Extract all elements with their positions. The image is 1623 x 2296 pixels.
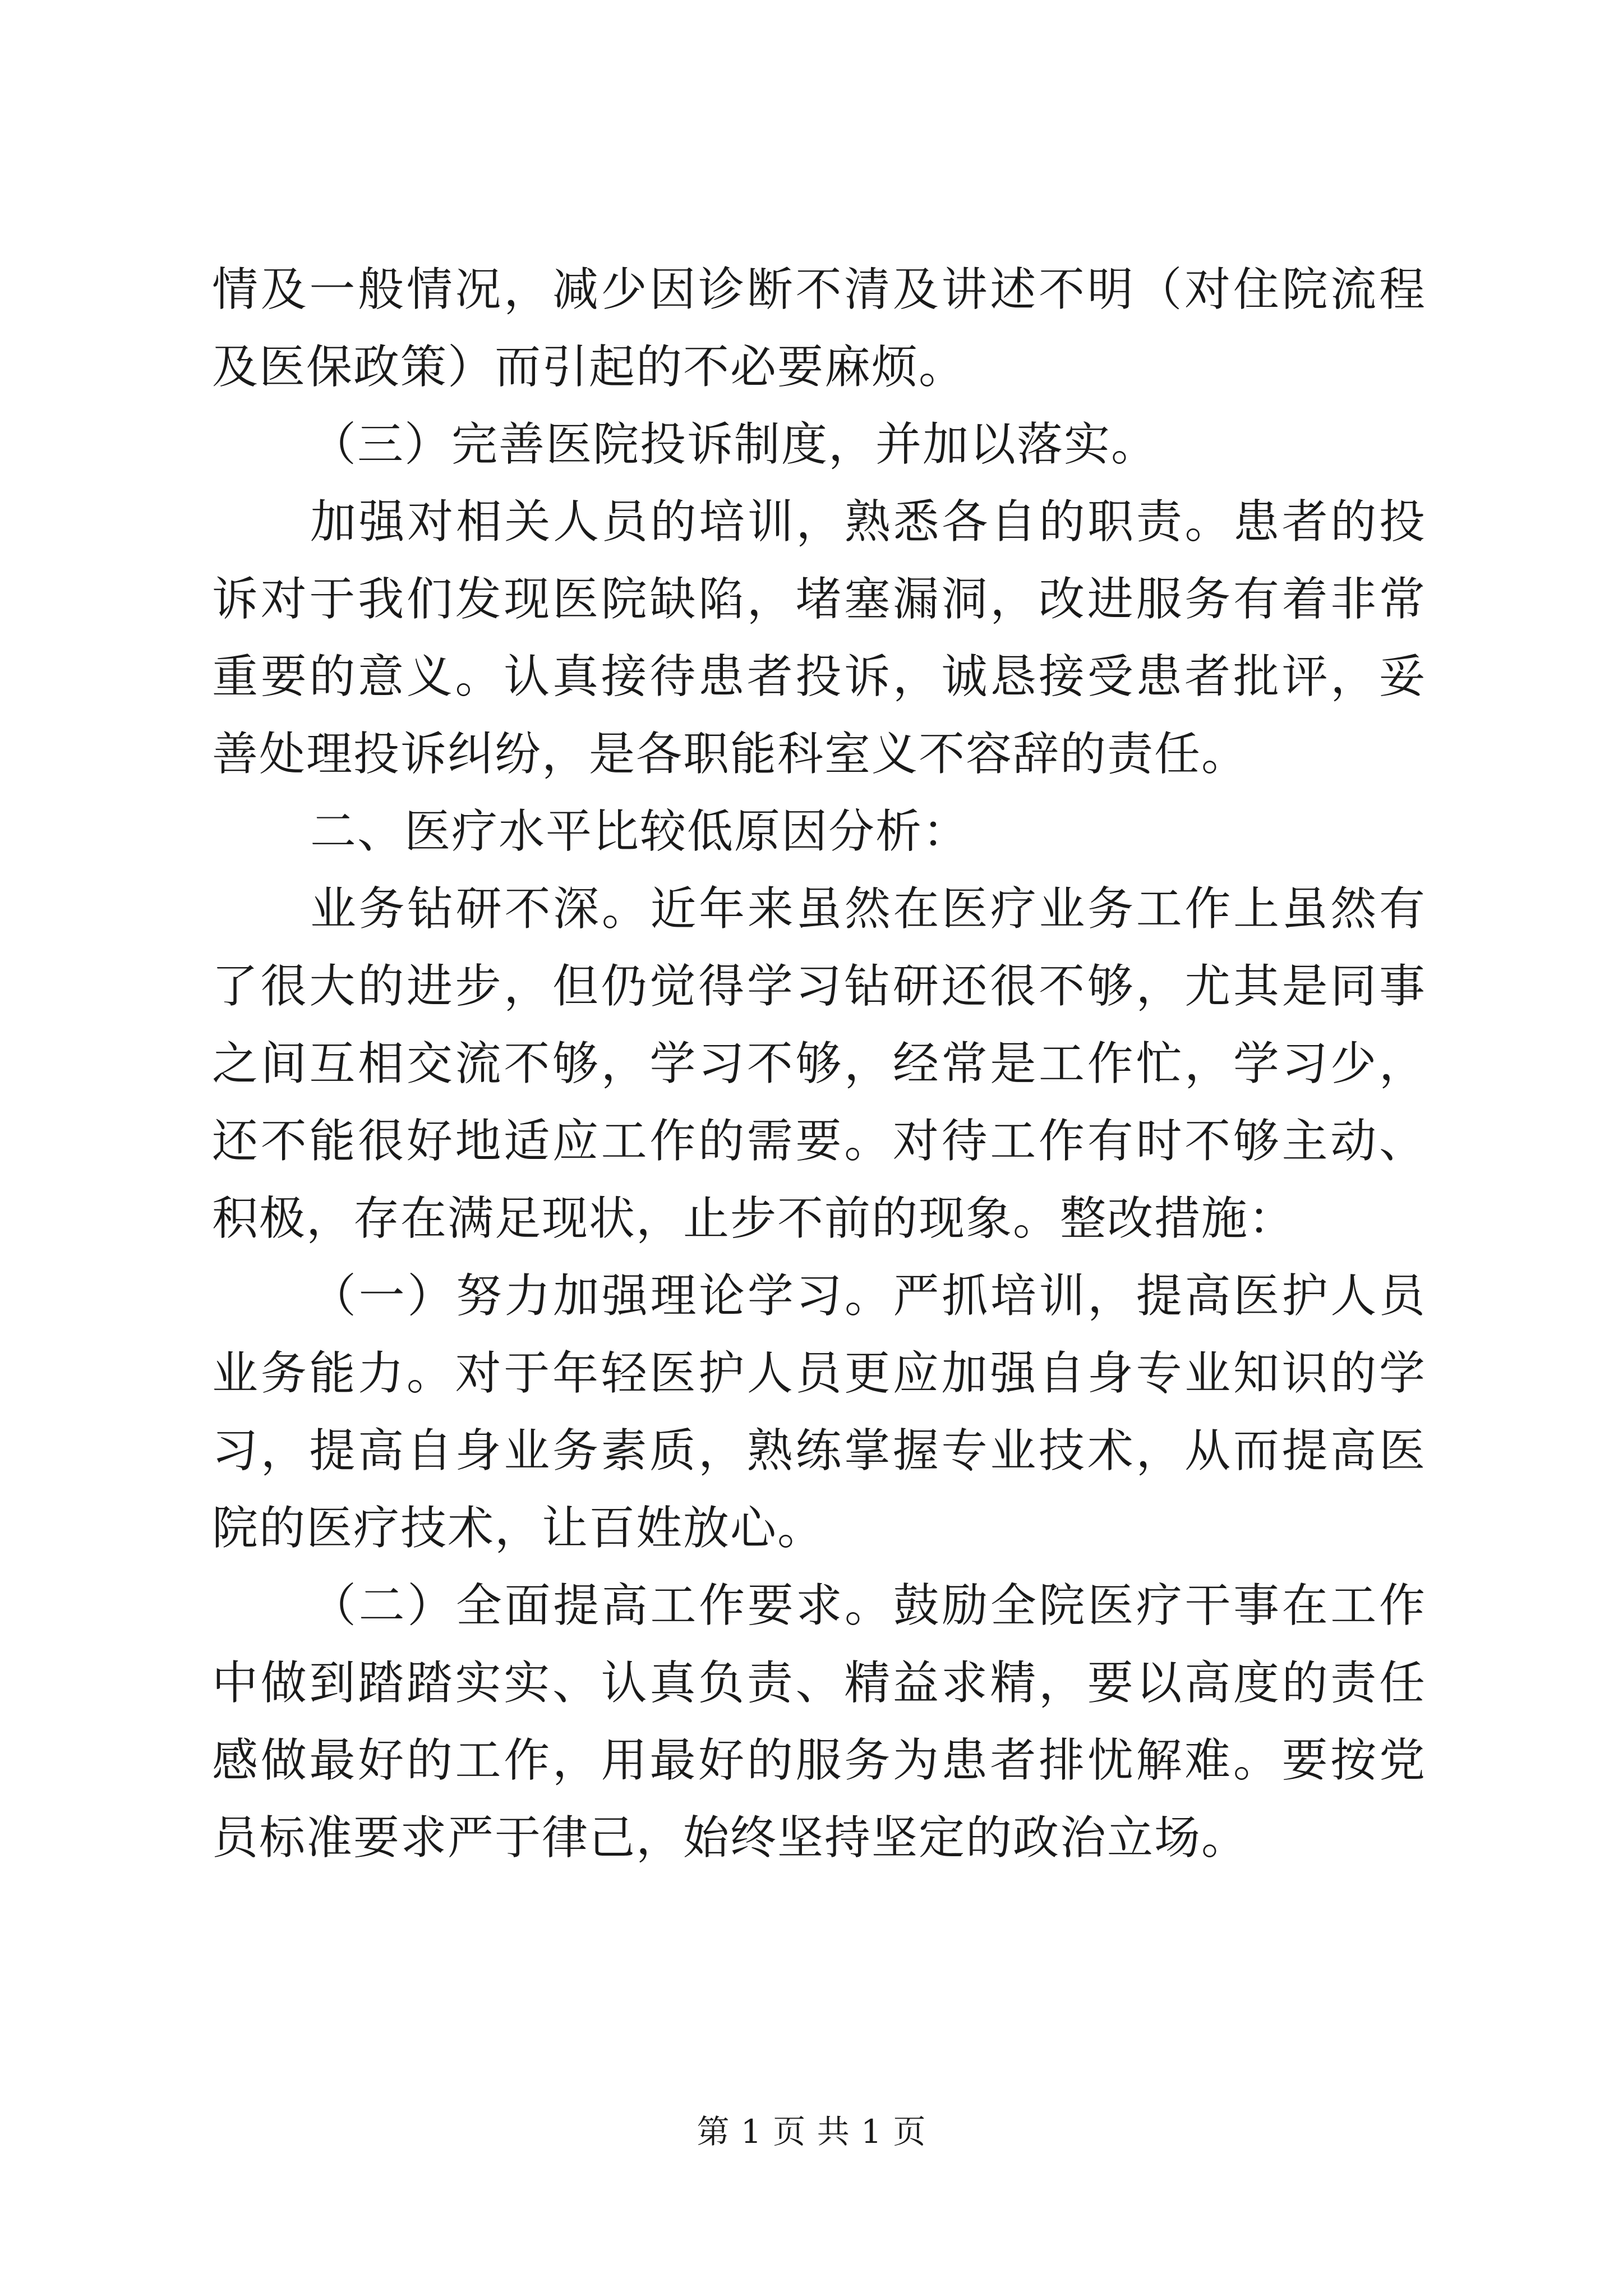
paragraph-continuation: 情及一般情况，减少因诊断不清及讲述不明（对住院流程及医保政策）而引起的不必要麻烦。: [212, 263, 1426, 394]
heading-medical-level-analysis: 二、医疗水平比较低原因分析：: [310, 805, 970, 858]
document-body: [212, 251, 1426, 1877]
paragraph-business-study: 业务钻研不深。近年来虽然在医疗业务工作上虽然有了很大的进步，但仍觉得学习钻研还很不够，尤其是同事之间互相交流不够，学习不够，经常是工作忙，学习少，还不能很好地适应工作的需要。对待工作有时不够主动、积极，存在满足现状，止步不前的现象。整改措施：: [212, 882, 1426, 1245]
paragraph-measure-2: （二）全面提高工作要求。鼓励全院医疗干事在工作中做到踏踏实实、认真负责、精益求精，要以高度的责任感做最好的工作，用最好的服务为患者排忧解难。要按党员标准要求严于律己，始终坚持坚定的政治立场。: [212, 1579, 1426, 1865]
heading-section-3: （三）完善医院投诉制度，并加以落实。: [310, 418, 1159, 471]
paragraph-complaint-training: 加强对相关人员的培训，熟悉各自的职责。患者的投诉对于我们发现医院缺陷，堵塞漏洞，改进服务有着非常重要的意义。认真接待患者投诉，诚恳接受患者批评，妥善处理投诉纠纷，是各职能科室义不容辞的责任。: [212, 495, 1426, 781]
paragraph-measure-1: （一）努力加强理论学习。严抓培训，提高医护人员业务能力。对于年轻医护人员更应加强自身专业知识的学习，提高自身业务素质，熟练掌握专业技术，从而提高医院的医疗技术，让百姓放心。: [212, 1269, 1426, 1555]
page-footer: 第 1 页 共 1 页: [697, 2113, 926, 2151]
